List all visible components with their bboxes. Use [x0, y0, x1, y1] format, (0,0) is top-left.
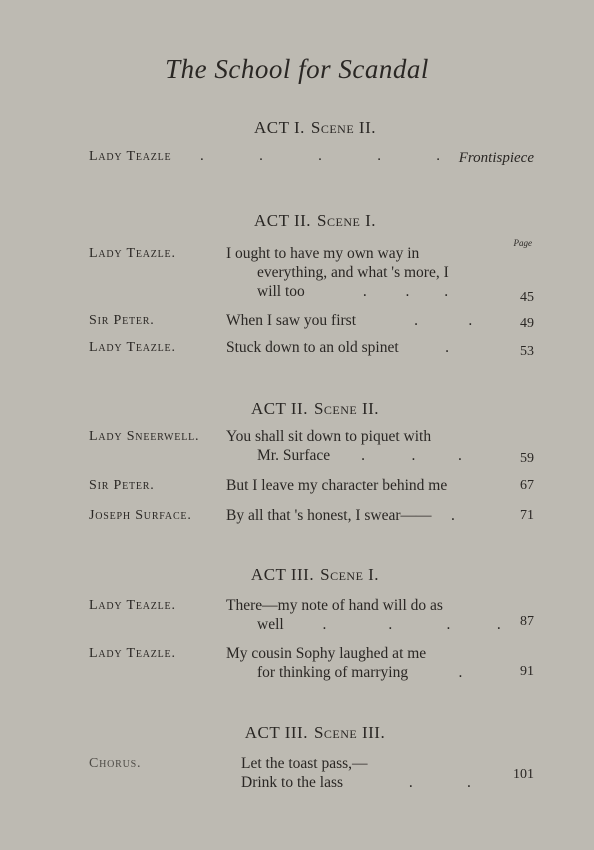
page-number: 71 — [520, 508, 534, 523]
quote-line — [226, 476, 482, 495]
quote-line — [226, 244, 482, 301]
frontispiece-label: Frontispiece — [458, 150, 534, 166]
page-number: 67 — [520, 478, 534, 493]
quote-text: for thinking of marrying . — [257, 664, 463, 681]
quote-text: When I saw you first — [226, 312, 356, 329]
act-label: ACT III. — [244, 723, 308, 742]
scene-label: Scene II. — [313, 399, 380, 418]
quote-line: By all that 's honest, I swear—— . — [226, 507, 455, 524]
page-number: 49 — [520, 316, 534, 331]
page-column-label: Page — [513, 238, 532, 248]
quote-text: I ought to have my own way in — [226, 245, 420, 262]
quote-text: will too . . . — [257, 283, 449, 300]
speaker-name: Lady Teazle. — [89, 246, 176, 261]
speaker-name: Sir Peter. — [89, 313, 155, 328]
scene-label: Scene I. — [320, 565, 380, 584]
page-title: The School for Scandal — [165, 54, 429, 84]
act-heading — [0, 211, 594, 231]
quote-line — [226, 644, 482, 682]
quote-text: By all that 's honest, I swear—— — [226, 507, 432, 524]
quote-line: When I saw you first . . — [226, 312, 473, 329]
quote-line — [226, 596, 501, 634]
quote-line — [241, 754, 481, 792]
act-heading — [0, 565, 594, 585]
speaker-name: Lady Teazle. — [89, 598, 176, 613]
page-number: 53 — [520, 344, 534, 359]
scene-label: Scene II. — [310, 118, 376, 137]
leader-dots: . . . . . — [200, 148, 440, 164]
scene-label: Scene I. — [317, 211, 376, 230]
speaker-name: Lady Teazle — [89, 149, 172, 164]
page-number: 101 — [513, 767, 534, 782]
act-label: ACT II. — [250, 399, 308, 418]
quote-text: Stuck down to an old spinet — [226, 339, 399, 356]
quote-text: You shall sit down to piquet with — [226, 428, 432, 445]
quote-text: But I leave my character behind me — [226, 477, 448, 494]
quote-line: Stuck down to an old spinet . — [226, 339, 450, 356]
act-label: ACT II. — [254, 211, 312, 230]
act-label: ACT III. — [250, 565, 315, 584]
act-heading — [0, 118, 594, 138]
act-label: ACT I. — [254, 118, 305, 137]
scene-label: Scene III. — [313, 723, 386, 742]
quote-text: Drink to the lass . . — [241, 774, 471, 791]
speaker-name: Lady Teazle. — [89, 646, 176, 661]
quote-text: My cousin Sophy laughed at me — [226, 645, 427, 662]
speaker-name: Sir Peter. — [89, 478, 155, 493]
act-heading — [0, 723, 594, 743]
quote-text: everything, and what 's more, I — [257, 264, 449, 281]
quote-line — [226, 427, 482, 465]
quote-text: There—my note of hand will do as — [226, 597, 443, 614]
speaker-name: Lady Sneerwell. — [89, 429, 200, 444]
quote-text: well . . . . — [257, 616, 501, 633]
page-number: 45 — [520, 290, 534, 305]
quote-text: Let the toast pass,— — [241, 755, 368, 772]
speaker-name: Lady Teazle. — [89, 340, 176, 355]
page-number: 91 — [520, 664, 534, 679]
quote-text: Mr. Surface . . . — [257, 447, 462, 464]
speaker-name: Chorus. — [89, 756, 142, 771]
act-heading — [0, 399, 594, 419]
speaker-name: Joseph Surface. — [89, 508, 192, 523]
page-number: 59 — [520, 451, 534, 466]
page-number: 87 — [520, 614, 534, 629]
